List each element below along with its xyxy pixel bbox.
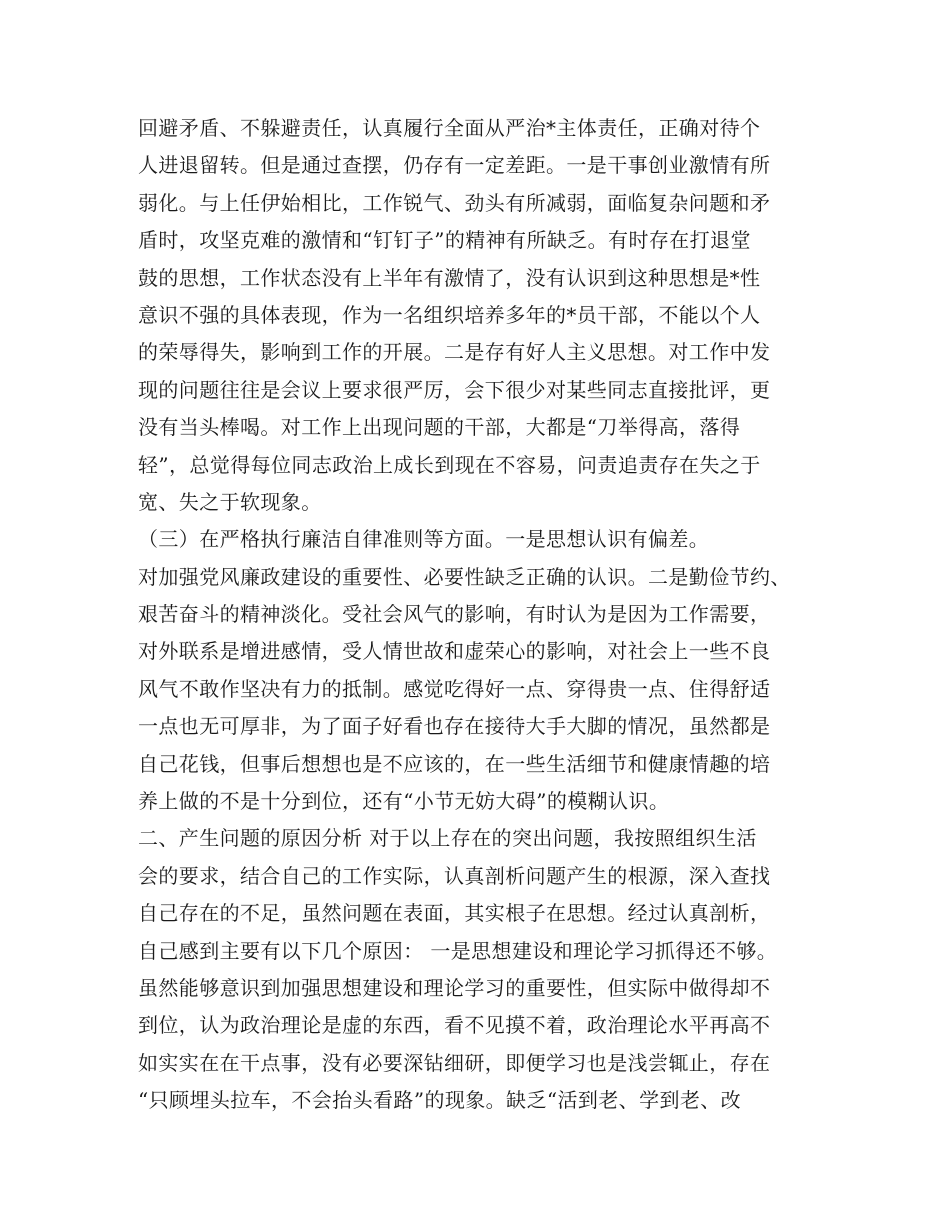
text-line: 到位，认为政治理论是虚的东西，看不见摸不着，政治理论水平再高不 <box>138 1013 771 1038</box>
text-line: 轻”，总觉得每位同志政治上成长到现在不容易，问责追责存在失之于 <box>138 452 761 477</box>
text-line: 鼓的思想，工作状态没有上半年有激情了，没有认识到这种思想是*性 <box>138 265 761 290</box>
text-line: 回避矛盾、不躲避责任，认真履行全面从严治*主体责任，正确对待个 <box>138 116 761 140</box>
text-line: 艰苦奋斗的精神淡化。受社会风气的影响，有时认为是因为工作需要， <box>138 602 771 627</box>
text-line: 宽、失之于软现象。 <box>138 489 322 514</box>
text-line: 没有当头棒喝。对工作上出现问题的干部，大都是“刀举得高，落得 <box>138 415 741 440</box>
text-line: 对加强党风廉政建设的重要性、必要性缺乏正确的认识。二是勤俭节约、 <box>138 564 791 589</box>
text-line: 弱化。与上任伊始相比，工作锐气、劲头有所减弱，面临复杂问题和矛 <box>138 190 771 215</box>
text-line: 盾时，攻坚克难的激情和“钉钉子”的精神有所缺乏。有时存在打退堂 <box>138 228 751 253</box>
text-line: 风气不敢作坚决有力的抵制。感觉吃得好一点、穿得贵一点、住得舒适 <box>138 676 771 701</box>
text-line: 自己花钱，但事后想想也是不应该的，在一些生活细节和健康情趣的培 <box>138 751 771 776</box>
text-line: 虽然能够意识到加强思想建设和理论学习的重要性，但实际中做得却不 <box>138 975 771 1000</box>
text-line: 人进退留转。但是通过查摆，仍存有一定差距。一是干事创业激情有所 <box>138 153 771 178</box>
text-line: 意识不强的具体表现，作为一名组织培养多年的*员干部，不能以个人 <box>138 302 761 327</box>
text-line: 会的要求，结合自己的工作实际，认真剖析问题产生的根源，深入查找 <box>138 863 771 888</box>
section-heading: 二、产生问题的原因分析 对于以上存在的突出问题，我按照组织生活 <box>138 826 757 851</box>
text-line: 对外联系是增进感情，受人情世故和虚荣心的影响，对社会上一些不良 <box>138 639 771 664</box>
section-heading: （三）在严格执行廉洁自律准则等方面。一是思想认识有偏差。 <box>138 527 710 552</box>
text-line: 一点也无可厚非，为了面子好看也存在接待大手大脚的情况，虽然都是 <box>138 714 771 739</box>
text-line: 现的问题往往是会议上要求很严厉，会下很少对某些同志直接批评，更 <box>138 377 771 402</box>
text-line: 自己存在的不足，虽然问题在表面，其实根子在思想。经过认真剖析， <box>138 901 771 926</box>
text-line: 如实实在在干点事，没有必要深钻细研，即便学习也是浅尝辄止，存在 <box>138 1050 771 1075</box>
body-text <box>138 110 838 1120</box>
text-line: 养上做的不是十分到位，还有“小节无妨大碍”的模糊认识。 <box>138 789 670 814</box>
text-line: 的荣辱得失，影响到工作的开展。二是存有好人主义思想。对工作中发 <box>138 340 771 365</box>
text-line: “只顾埋头拉车，不会抬头看路”的现象。缺乏“活到老、学到老、改 <box>138 1088 742 1113</box>
text-line: 自己感到主要有以下几个原因： 一是思想建设和理论学习抓得还不够。 <box>138 938 778 963</box>
